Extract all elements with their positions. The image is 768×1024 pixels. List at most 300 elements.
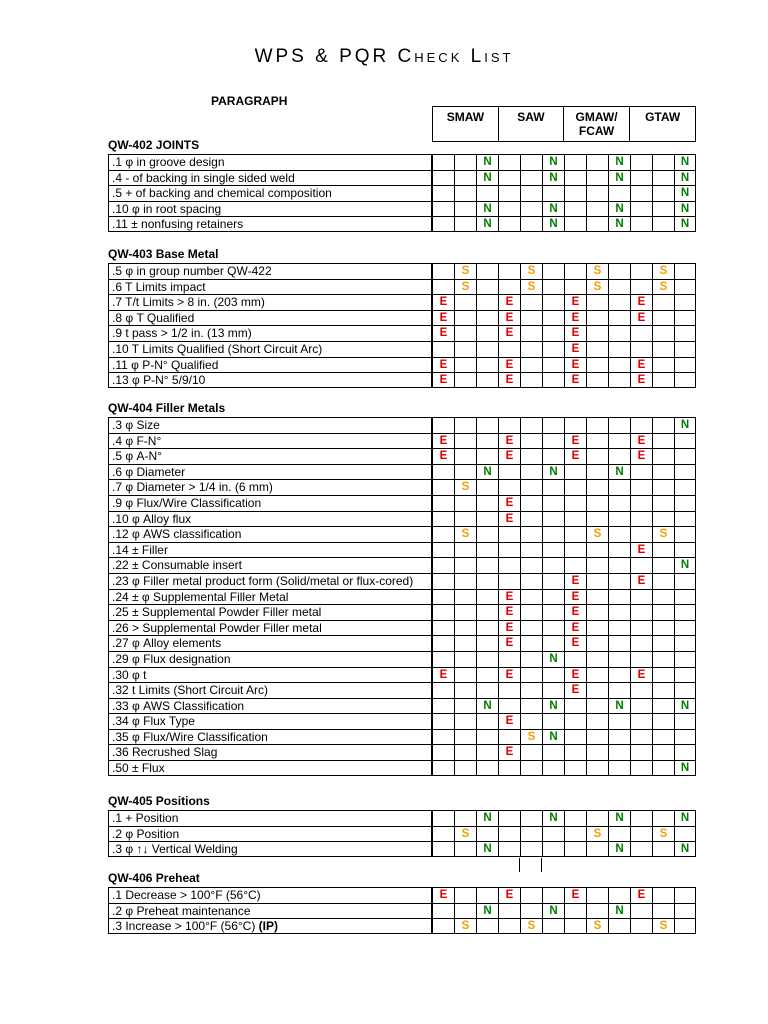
row-cells: [432, 557, 696, 573]
row-label-text: .6 φ Diameter: [112, 464, 186, 479]
check-cell: [432, 635, 454, 651]
row-label-text: .6 T Limits impact: [112, 279, 206, 294]
page-title: WPS & PQR Check List: [254, 46, 514, 67]
check-cell: [652, 620, 674, 636]
check-cell: N: [608, 201, 630, 217]
row-cells: [432, 201, 696, 217]
check-cell: [564, 185, 586, 201]
check-cell: [542, 294, 564, 310]
check-cell: [542, 620, 564, 636]
check-cell: E: [630, 667, 652, 683]
check-cell: [498, 841, 520, 857]
check-cell: [674, 448, 696, 464]
check-cell: [674, 357, 696, 373]
row-cells: [432, 479, 696, 495]
row-cells: [432, 170, 696, 186]
check-cell: [586, 841, 608, 857]
check-cell: [674, 372, 696, 388]
row-label: [108, 903, 432, 919]
check-cell: [454, 511, 476, 527]
check-cell: S: [586, 918, 608, 934]
row-label: [108, 887, 432, 903]
check-cell: [454, 372, 476, 388]
check-cell: [652, 495, 674, 511]
check-cell: [520, 620, 542, 636]
row-cells: [432, 682, 696, 698]
check-cell: [498, 526, 520, 542]
check-cell: [630, 325, 652, 341]
check-cell: [454, 542, 476, 558]
check-cell: [630, 698, 652, 714]
check-cell: [454, 448, 476, 464]
check-cell: E: [432, 325, 454, 341]
check-cell: E: [498, 448, 520, 464]
check-cell: [564, 903, 586, 919]
check-cell: [542, 185, 564, 201]
check-cell: [652, 651, 674, 667]
check-cell: E: [564, 448, 586, 464]
check-cell: [608, 682, 630, 698]
check-cell: E: [498, 604, 520, 620]
check-cell: [608, 744, 630, 760]
check-cell: S: [454, 826, 476, 842]
check-cell: [630, 604, 652, 620]
check-cell: E: [564, 310, 586, 326]
table-row: [108, 682, 580, 698]
check-cell: [564, 511, 586, 527]
check-cell: E: [630, 357, 652, 373]
check-cell: [542, 279, 564, 295]
check-cell: [652, 589, 674, 605]
check-cell: [564, 170, 586, 186]
row-label-text: .10 φ in root spacing: [112, 201, 222, 216]
check-cell: N: [674, 185, 696, 201]
check-cell: [674, 826, 696, 842]
row-label: [108, 526, 432, 542]
check-cell: [674, 667, 696, 683]
row-label-text: .35 φ Flux/Wire Classification: [112, 729, 268, 744]
check-cell: [674, 341, 696, 357]
check-cell: [476, 826, 498, 842]
check-cell: E: [564, 325, 586, 341]
column-mark: [541, 858, 542, 872]
check-cell: [520, 698, 542, 714]
check-cell: [432, 216, 454, 232]
check-cell: S: [652, 826, 674, 842]
check-cell: [652, 201, 674, 217]
check-cell: E: [564, 682, 586, 698]
row-label: [108, 154, 432, 170]
check-cell: [674, 479, 696, 495]
check-cell: E: [498, 325, 520, 341]
row-label-text: .26 > Supplemental Powder Filler metal: [112, 620, 322, 635]
check-cell: [476, 372, 498, 388]
check-cell: [674, 325, 696, 341]
check-cell: [432, 918, 454, 934]
check-cell: [586, 310, 608, 326]
check-cell: [674, 713, 696, 729]
check-cell: E: [498, 635, 520, 651]
section: [108, 138, 690, 232]
check-cell: [608, 495, 630, 511]
check-cell: [454, 464, 476, 480]
check-cell: [542, 357, 564, 373]
check-cell: [674, 310, 696, 326]
check-cell: [586, 810, 608, 826]
check-cell: [542, 341, 564, 357]
check-cell: S: [454, 263, 476, 279]
check-cell: [432, 651, 454, 667]
check-cell: [498, 479, 520, 495]
check-cell: N: [674, 154, 696, 170]
section-title: QW-404 Filler Metals: [108, 401, 226, 415]
check-cell: [520, 887, 542, 903]
check-cell: [564, 810, 586, 826]
row-cells: [432, 713, 696, 729]
check-cell: E: [564, 341, 586, 357]
check-cell: [454, 154, 476, 170]
check-cell: [520, 826, 542, 842]
check-cell: [454, 698, 476, 714]
row-cells: [432, 433, 696, 449]
check-cell: [476, 279, 498, 295]
section-rows: [108, 887, 668, 934]
check-cell: [630, 810, 652, 826]
check-cell: [586, 170, 608, 186]
row-label-text: .4 φ F-N°: [112, 433, 162, 448]
table-row: [108, 635, 580, 651]
check-cell: [630, 635, 652, 651]
check-cell: N: [542, 729, 564, 745]
check-cell: [542, 573, 564, 589]
check-cell: [454, 557, 476, 573]
process-gmaw-fcaw: GMAW/ FCAW: [563, 107, 629, 142]
check-cell: N: [476, 154, 498, 170]
check-cell: [586, 325, 608, 341]
row-cells: [432, 729, 696, 745]
check-cell: S: [652, 918, 674, 934]
check-cell: N: [476, 810, 498, 826]
check-cell: [608, 557, 630, 573]
table-row: [108, 810, 690, 826]
check-cell: E: [564, 887, 586, 903]
check-cell: [454, 589, 476, 605]
check-cell: [564, 841, 586, 857]
check-cell: [608, 651, 630, 667]
row-label-text: .9 t pass > 1/2 in. (13 mm): [112, 326, 252, 341]
check-cell: [652, 448, 674, 464]
check-cell: [564, 557, 586, 573]
column-mark: [519, 858, 520, 872]
check-cell: [586, 201, 608, 217]
row-label-text: .5 + of backing and chemical composition: [112, 186, 332, 201]
table-row: [108, 887, 646, 903]
row-label: [108, 310, 432, 326]
check-cell: [476, 185, 498, 201]
row-label: [108, 448, 432, 464]
check-cell: [520, 464, 542, 480]
check-cell: S: [520, 918, 542, 934]
check-cell: [674, 682, 696, 698]
check-cell: S: [454, 479, 476, 495]
check-cell: [630, 651, 652, 667]
check-cell: [652, 557, 674, 573]
check-cell: [432, 479, 454, 495]
section-title: QW-405 Positions: [108, 794, 210, 808]
check-cell: [674, 511, 696, 527]
check-cell: N: [476, 698, 498, 714]
check-cell: [432, 810, 454, 826]
check-cell: [454, 170, 476, 186]
table-row: [108, 713, 514, 729]
check-cell: [520, 810, 542, 826]
check-cell: [498, 810, 520, 826]
check-cell: E: [564, 357, 586, 373]
row-label-text: .2 φ Position: [112, 826, 180, 841]
row-label: [108, 573, 432, 589]
check-cell: [476, 729, 498, 745]
check-cell: [674, 279, 696, 295]
table-row: [108, 760, 690, 776]
check-cell: [652, 667, 674, 683]
check-cell: [432, 557, 454, 573]
check-cell: [454, 620, 476, 636]
check-cell: [476, 557, 498, 573]
check-cell: [608, 760, 630, 776]
check-cell: [476, 357, 498, 373]
check-cell: N: [674, 698, 696, 714]
check-cell: [520, 495, 542, 511]
check-cell: [476, 918, 498, 934]
check-cell: [630, 841, 652, 857]
row-label-text: .1 + Position: [112, 811, 179, 825]
check-cell: [564, 417, 586, 433]
check-cell: [454, 729, 476, 745]
row-label: [108, 635, 432, 651]
row-label: [108, 216, 432, 232]
check-cell: E: [498, 887, 520, 903]
check-cell: [630, 903, 652, 919]
table-row: [108, 154, 690, 170]
check-cell: [498, 826, 520, 842]
check-cell: S: [454, 526, 476, 542]
check-cell: [432, 417, 454, 433]
check-cell: N: [542, 216, 564, 232]
check-cell: [432, 263, 454, 279]
check-cell: S: [652, 526, 674, 542]
section: [108, 794, 690, 857]
check-cell: N: [476, 841, 498, 857]
table-row: [108, 495, 514, 511]
check-cell: N: [674, 810, 696, 826]
table-row: [108, 372, 646, 388]
table-row: [108, 903, 624, 919]
check-cell: [564, 760, 586, 776]
check-cell: [520, 357, 542, 373]
table-row: [108, 826, 668, 842]
row-cells: [432, 325, 696, 341]
check-cell: [542, 744, 564, 760]
check-cell: [564, 479, 586, 495]
table-row: [108, 433, 646, 449]
check-cell: [674, 887, 696, 903]
check-cell: N: [608, 810, 630, 826]
table-row: [108, 918, 668, 934]
check-cell: [564, 826, 586, 842]
check-cell: [608, 589, 630, 605]
check-cell: [432, 620, 454, 636]
check-cell: E: [432, 372, 454, 388]
check-cell: E: [498, 294, 520, 310]
check-cell: N: [674, 201, 696, 217]
check-cell: [454, 604, 476, 620]
check-cell: E: [498, 713, 520, 729]
check-cell: [498, 464, 520, 480]
check-cell: [520, 542, 542, 558]
check-cell: [454, 651, 476, 667]
check-cell: [564, 526, 586, 542]
check-cell: [498, 417, 520, 433]
table-row: [108, 729, 558, 745]
row-label-text: .11 φ P-N° Qualified: [112, 357, 219, 372]
check-cell: [476, 511, 498, 527]
check-cell: [652, 341, 674, 357]
table-row: [108, 201, 690, 217]
check-cell: [608, 620, 630, 636]
section-rows: [108, 154, 690, 232]
check-cell: [476, 341, 498, 357]
check-cell: E: [630, 448, 652, 464]
table-row: [108, 310, 646, 326]
check-cell: [608, 604, 630, 620]
check-cell: [630, 216, 652, 232]
check-cell: [454, 635, 476, 651]
check-cell: N: [542, 170, 564, 186]
check-cell: [520, 417, 542, 433]
check-cell: [630, 826, 652, 842]
check-cell: [542, 448, 564, 464]
row-cells: [432, 573, 696, 589]
section-title: QW-406 Preheat: [108, 871, 200, 885]
row-cells: [432, 511, 696, 527]
row-label-text: .24 ± φ Supplemental Filler Metal: [112, 589, 289, 604]
check-cell: [432, 526, 454, 542]
check-cell: [542, 760, 564, 776]
check-cell: N: [542, 651, 564, 667]
row-cells: [432, 903, 696, 919]
check-cell: E: [564, 573, 586, 589]
check-cell: E: [498, 511, 520, 527]
row-label: [108, 511, 432, 527]
check-cell: [674, 744, 696, 760]
check-cell: [630, 495, 652, 511]
check-cell: [542, 325, 564, 341]
check-cell: E: [432, 310, 454, 326]
check-cell: [476, 417, 498, 433]
check-cell: [520, 341, 542, 357]
row-cells: [432, 744, 696, 760]
check-cell: E: [498, 589, 520, 605]
check-cell: [674, 651, 696, 667]
check-cell: [476, 325, 498, 341]
check-cell: S: [586, 263, 608, 279]
check-cell: [498, 760, 520, 776]
check-cell: [476, 433, 498, 449]
row-label-text: .2 φ Preheat maintenance: [112, 903, 251, 918]
check-cell: [586, 887, 608, 903]
check-cell: [652, 372, 674, 388]
check-cell: [432, 744, 454, 760]
row-label: [108, 479, 432, 495]
check-cell: [542, 887, 564, 903]
check-cell: [586, 573, 608, 589]
row-label: [108, 341, 432, 357]
check-cell: E: [564, 589, 586, 605]
check-cell: [674, 729, 696, 745]
check-cell: [652, 760, 674, 776]
check-cell: [520, 841, 542, 857]
check-cell: [542, 918, 564, 934]
check-cell: [520, 372, 542, 388]
check-cell: [608, 713, 630, 729]
check-cell: [652, 170, 674, 186]
check-cell: [454, 495, 476, 511]
row-label: [108, 698, 432, 714]
check-cell: S: [520, 729, 542, 745]
check-cell: [476, 887, 498, 903]
check-cell: E: [630, 433, 652, 449]
check-cell: [432, 604, 454, 620]
check-cell: [652, 185, 674, 201]
check-cell: [454, 573, 476, 589]
check-cell: [498, 698, 520, 714]
check-cell: [520, 744, 542, 760]
check-cell: N: [674, 170, 696, 186]
row-label-text: .11 ± nonfusing retainers: [112, 217, 244, 232]
check-cell: [608, 294, 630, 310]
row-label: [108, 729, 432, 745]
check-cell: [520, 713, 542, 729]
check-cell: [652, 325, 674, 341]
check-cell: [454, 325, 476, 341]
row-label: [108, 760, 432, 776]
check-cell: [432, 841, 454, 857]
check-cell: [586, 620, 608, 636]
check-cell: [476, 589, 498, 605]
section: [108, 401, 690, 776]
row-cells: [432, 263, 696, 279]
row-cells: [432, 357, 696, 373]
check-cell: [630, 201, 652, 217]
check-cell: [432, 511, 454, 527]
row-label-text: .33 φ AWS Classification: [112, 698, 245, 713]
check-cell: [454, 417, 476, 433]
check-cell: [586, 216, 608, 232]
check-cell: [608, 479, 630, 495]
check-cell: [454, 667, 476, 683]
row-label: [108, 682, 432, 698]
table-row: [108, 573, 646, 589]
check-cell: [564, 698, 586, 714]
check-cell: E: [630, 310, 652, 326]
section: [108, 871, 668, 934]
check-cell: [432, 185, 454, 201]
check-cell: [586, 682, 608, 698]
check-cell: [608, 417, 630, 433]
check-cell: [674, 903, 696, 919]
check-cell: [652, 729, 674, 745]
section: [108, 247, 668, 388]
